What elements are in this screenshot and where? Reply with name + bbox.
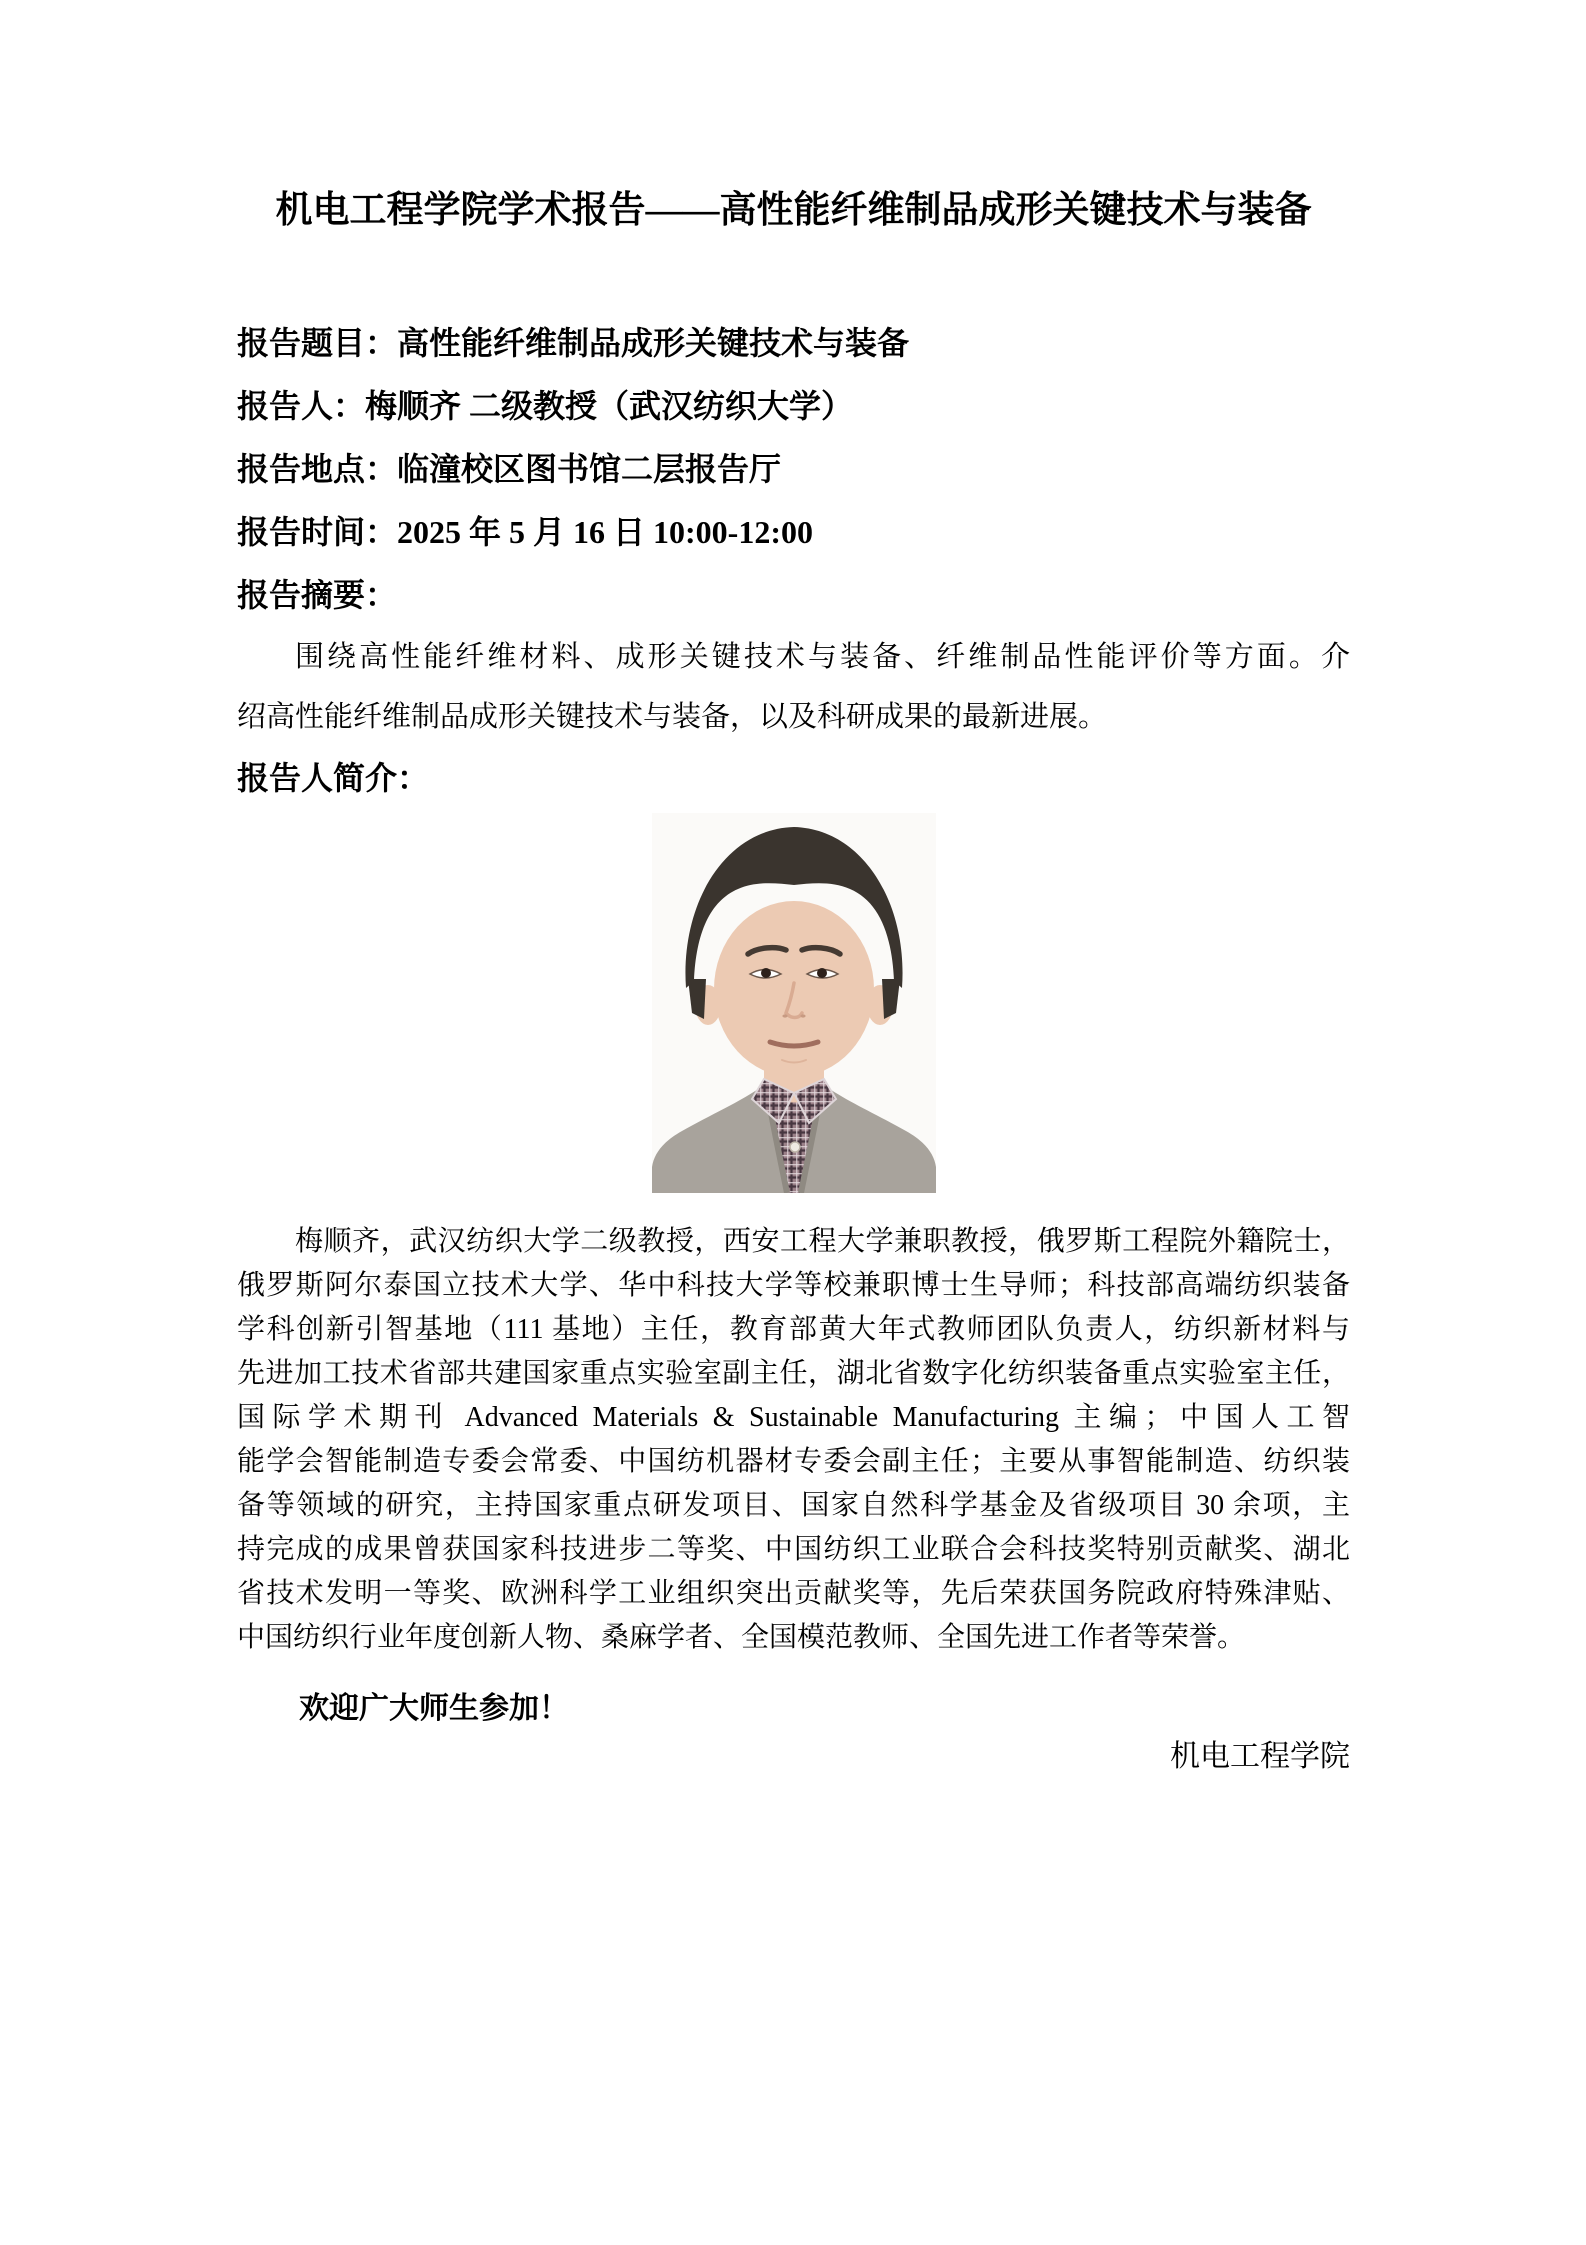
page-title: 机电工程学院学术报告——高性能纤维制品成形关键技术与装备 bbox=[275, 190, 1312, 231]
abstract-paragraph bbox=[237, 627, 1350, 747]
info-line-location: 报告地点：临潼校区图书馆二层报告厅 bbox=[237, 451, 782, 487]
bio-line: 国际学术期刊 Advanced Materials & Sustainable Manufacturing 主编；中国人工智 bbox=[237, 1402, 1350, 1433]
bio-line: 俄罗斯阿尔泰国立技术大学、华中科技大学等校兼职博士生导师；科技部高端纺织装备 bbox=[237, 1270, 1350, 1301]
photo-nostril-right bbox=[800, 1014, 805, 1017]
info-line-speaker: 报告人：梅顺齐 二级教授（武汉纺织大学） bbox=[237, 388, 854, 424]
bio-line: 梅顺齐，武汉纺织大学二级教授，西安工程大学兼职教授，俄罗斯工程院外籍院士， bbox=[295, 1226, 1350, 1257]
bio-line: 先进加工技术省部共建国家重点实验室副主任，湖北省数字化纺织装备重点实验室主任， bbox=[237, 1358, 1350, 1389]
bio-line: 学科创新引智基地（111 基地）主任，教育部黄大年式教师团队负责人，纺织新材料与 bbox=[237, 1314, 1350, 1345]
bio-line: 中国纺织行业年度创新人物、桑麻学者、全国模范教师、全国先进工作者等荣誉。 bbox=[237, 1622, 1246, 1653]
abstract-line: 围绕高性能纤维材料、成形关键技术与装备、纤维制品性能评价等方面。介 bbox=[295, 641, 1350, 673]
bio-line: 持完成的成果曾获国家科技进步二等奖、中国纺织工业联合会科技奖特别贡献奖、湖北 bbox=[237, 1534, 1350, 1565]
photo-shirt-button bbox=[790, 1142, 800, 1152]
speaker-bio-paragraph bbox=[237, 1220, 1350, 1660]
info-line-topic: 报告题目：高性能纤维制品成形关键技术与装备 bbox=[237, 325, 910, 361]
speaker-photo-container bbox=[237, 813, 1350, 1193]
report-info-block bbox=[237, 312, 1350, 627]
speaker-photo bbox=[652, 813, 936, 1193]
photo-pupil-right bbox=[817, 968, 827, 978]
info-line-time: 报告时间：2025 年 5 月 16 日 10:00-12:00 bbox=[237, 514, 813, 550]
bio-line: 省技术发明一等奖、欧洲科学工业组织突出贡献奖等，先后荣获国务院政府特殊津贴、 bbox=[237, 1578, 1350, 1609]
section-label-speaker-bio: 报告人简介： bbox=[237, 760, 430, 796]
photo-pupil-left bbox=[761, 968, 771, 978]
section-label-abstract: 报告摘要： bbox=[237, 577, 398, 613]
bio-line: 备等领域的研究，主持国家重点研发项目、国家自然科学基金及省级项目 30 余项，主 bbox=[237, 1490, 1350, 1521]
abstract-line: 绍高性能纤维制品成形关键技术与装备，以及科研成果的最新进展。 bbox=[237, 701, 1108, 733]
photo-nostril-left bbox=[782, 1014, 787, 1017]
closing-invitation: 欢迎广大师生参加！ bbox=[299, 1692, 569, 1725]
signature-department: 机电工程学院 bbox=[1170, 1740, 1350, 1773]
document-content bbox=[237, 0, 1350, 1779]
bio-line: 能学会智能制造专委会常委、中国纺机器材专委会副主任；主要从事智能制造、纺织装 bbox=[237, 1446, 1350, 1477]
